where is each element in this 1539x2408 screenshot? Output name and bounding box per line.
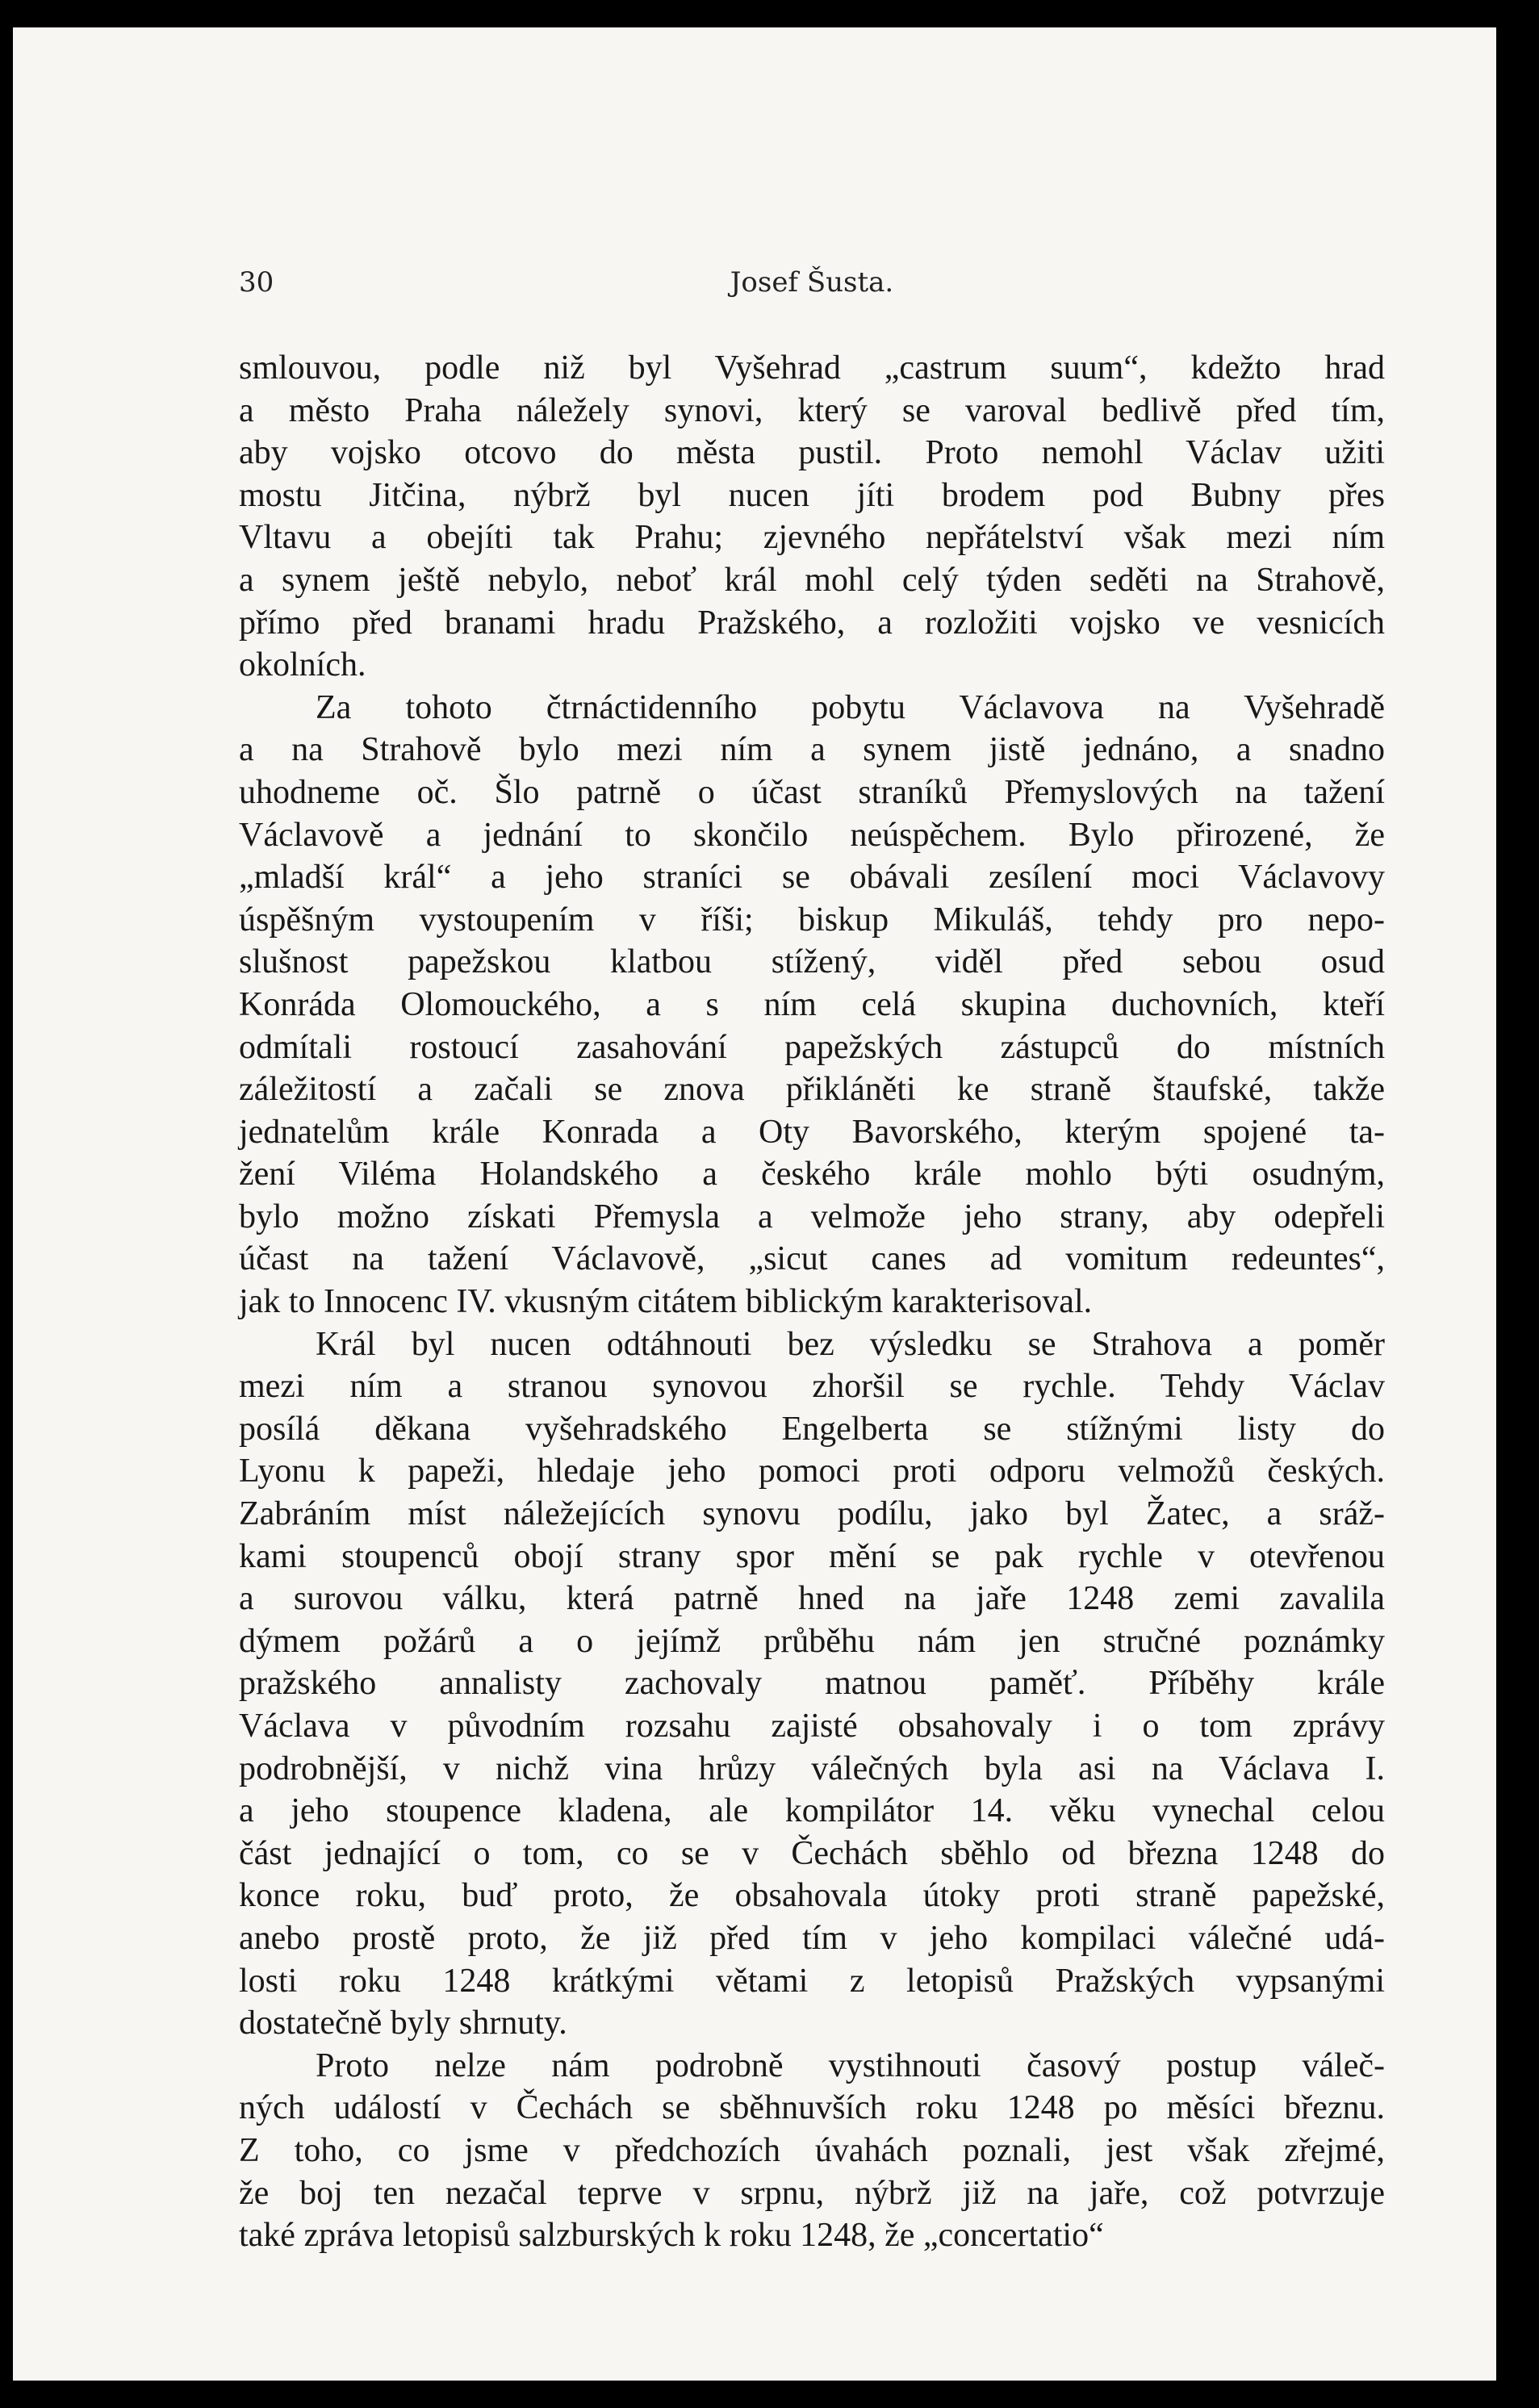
running-head: Josef Šusta. xyxy=(730,266,894,299)
paragraph xyxy=(239,687,1385,1323)
text-line: losti roku 1248 krátkými větami z letopisů Pražských vypsanými xyxy=(239,1962,1385,2000)
text-line: Lyonu k papeži, hledaje jeho pomoci proti odporu velmožů českých. xyxy=(239,1453,1385,1490)
text-line: jak to Innocenc IV. vkusným citátem biblickým karakterisoval. xyxy=(239,1283,1093,1321)
text-line: dostatečně byly shrnuty. xyxy=(239,2005,567,2042)
text-line: konce roku, buď proto, že obsahovala útoky proti straně papežské, xyxy=(239,1877,1385,1915)
text-line: část jednající o tom, co se v Čechách sběhlo od března 1248 do xyxy=(239,1834,1385,1872)
text-line: jednatelům krále Konrada a Oty Bavorského, kterým spojené ta- xyxy=(239,1113,1385,1151)
text-line: že boj ten nezačal teprve v srpnu, nýbrž již na jaře, což potvrzuje xyxy=(239,2174,1385,2212)
text-line: Vltavu a obejíti tak Prahu; zjevného nepřátelství však mezi ním xyxy=(239,519,1385,557)
text-line: anebo prostě proto, že již před tím v jeho kompilaci válečné udá- xyxy=(239,1919,1385,1957)
text-line: smlouvou, podle niž byl Vyšehrad „castrum suum“, kdežto hrad xyxy=(239,349,1385,387)
paragraph xyxy=(239,2045,1385,2257)
body-text xyxy=(239,347,1385,2257)
paragraph xyxy=(239,347,1385,687)
text-line: Václavově a jednání to skončilo neúspěchem. Bylo přirozené, že xyxy=(239,816,1385,854)
text-line: Konráda Olomouckého, a s ním celá skupina duchovních, kteří xyxy=(239,985,1385,1023)
text-line: „mladší král“ a jeho straníci se obávali zesílení moci Václavovy xyxy=(239,859,1385,897)
text-line: mezi ním a stranou synovou zhoršil se rychle. Tehdy Václav xyxy=(239,1368,1385,1406)
text-line: dýmem požárů a o jejímž průběhu nám jen stručné poznámky xyxy=(239,1622,1385,1660)
text-line: uhodneme oč. Šlo patrně o účast straníků Přemyslových na tažení xyxy=(239,773,1385,811)
text-line: slušnost papežskou klatbou stížený, viděl před sebou osud xyxy=(239,943,1385,981)
text-line: pražského annalisty zachovaly matnou paměť. Příběhy krále xyxy=(239,1665,1385,1703)
text-line: bylo možno získati Přemysla a velmože jeho strany, aby odepřeli xyxy=(239,1198,1385,1235)
text-line: Proto nelze nám podrobně vystihnouti časový postup váleč- xyxy=(316,2046,1385,2084)
text-line: přímo před branami hradu Pražského, a rozložiti vojsko ve vesnicích xyxy=(239,604,1385,642)
text-line: a město Praha náležely synovi, který se varoval bedlivě před tím, xyxy=(239,391,1385,429)
paragraph xyxy=(239,1323,1385,2045)
text-line: záležitostí a začali se znova přikláněti ke straně štaufské, takže xyxy=(239,1071,1385,1109)
text-line: ných událostí v Čechách se sběhnuvších roku 1248 po měsíci březnu. xyxy=(239,2089,1385,2127)
text-line: a surovou válku, která patrně hned na jaře 1248 zemi zavalila xyxy=(239,1580,1385,1618)
text-line: kami stoupenců obojí strany spor mění se pak rychle v otevřenou xyxy=(239,1537,1385,1575)
text-line: Z toho, co jsme v předchozích úvahách poznali, jest však zřejmé, xyxy=(239,2131,1385,2169)
text-line: odmítali rostoucí zasahování papežských zástupců do místních xyxy=(239,1028,1385,1066)
text-line: mostu Jitčina, nýbrž byl nucen jíti brodem pod Bubny přes xyxy=(239,476,1385,514)
text-line: a jeho stoupence kladena, ale kompilátor 14. věku vynechal celou xyxy=(239,1792,1385,1830)
text-line: úspěšným vystoupením v říši; biskup Mikuláš, tehdy pro nepo- xyxy=(239,901,1385,939)
text-line: a synem ještě nebylo, neboť král mohl celý týden seděti na Strahově, xyxy=(239,561,1385,599)
text-line: posílá děkana vyšehradského Engelberta se stížnými listy do xyxy=(239,1410,1385,1448)
text-line: Král byl nucen odtáhnouti bez výsledku se Strahova a poměr xyxy=(316,1325,1385,1363)
text-line: podrobnější, v nichž vina hrůzy válečných byla asi na Václava I. xyxy=(239,1750,1385,1787)
text-line: žení Viléma Holandského a českého krále mohlo býti osudným, xyxy=(239,1156,1385,1194)
page-header xyxy=(239,266,1385,315)
text-line: a na Strahově bylo mezi ním a synem jistě jednáno, a snadno xyxy=(239,731,1385,769)
text-line: také zpráva letopisů salzburských k roku 1248, že „concertatio“ xyxy=(239,2217,1104,2255)
text-line: Zabráním míst náležejících synovu podílu, jako byl Žatec, a sráž- xyxy=(239,1495,1385,1533)
text-line: okolních. xyxy=(239,646,366,684)
text-line: aby vojsko otcovo do města pustil. Proto nemohl Václav užiti xyxy=(239,434,1385,472)
page-number: 30 xyxy=(239,266,274,299)
text-line: Václava v původním rozsahu zajisté obsahovaly i o tom zprávy xyxy=(239,1708,1385,1745)
text-line: Za tohoto čtrnáctidenního pobytu Václavova na Vyšehradě xyxy=(316,688,1385,726)
text-line: účast na tažení Václavově, „sicut canes ad vomitum redeuntes“, xyxy=(239,1240,1385,1278)
